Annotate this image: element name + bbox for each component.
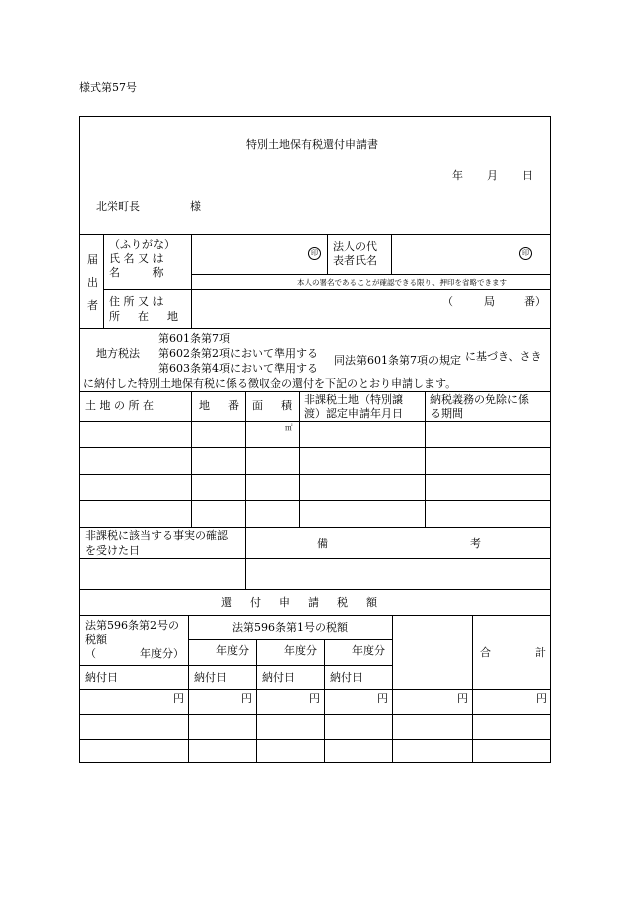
rep-label-1: 法人の代	[333, 240, 377, 253]
applicant-label-3: 者	[87, 299, 98, 312]
rep-seal-icon: 印	[519, 247, 532, 260]
payment-date-3: 納付日	[330, 671, 363, 684]
yen-6: 円	[536, 692, 547, 705]
col-nontax-2: 渡）認定申請年月日	[304, 407, 403, 420]
payment-date-2: 納付日	[262, 671, 295, 684]
area-unit: ㎡	[285, 423, 293, 432]
payment-date-1: 納付日	[194, 671, 227, 684]
year-col-2: 年度分	[284, 644, 317, 657]
col-exempt: 納税義務の免除に係	[430, 393, 529, 406]
seal-note: 本人の署名であることが確認できる限り、押印を省略できます	[297, 278, 507, 287]
applicant-label-2: 出	[87, 276, 98, 289]
col-area: 面 積	[252, 399, 292, 412]
date-day: 日	[522, 169, 533, 182]
art2-label: 法第596条第2号の	[85, 619, 179, 632]
address-label-2: 所 在 地	[109, 310, 178, 323]
statement-line-2: に納付した特別土地保有税に係る徴収金の還付を下記のとおり申請します。	[83, 377, 457, 390]
yen-3: 円	[309, 692, 320, 705]
seal-icon: 印	[308, 247, 321, 260]
furigana-label: （ふりがな）	[109, 238, 175, 251]
confirm-label: 非課税に該当する事実の確認	[85, 529, 228, 542]
col-lot: 地 番	[199, 399, 239, 412]
refund-title: 還 付 申 請 税 額	[221, 596, 377, 609]
address-label: 住 所 又 は	[109, 295, 164, 308]
phone-station: 局	[484, 295, 495, 308]
phone-number: 番）	[524, 295, 546, 308]
yen-5: 円	[457, 692, 468, 705]
applicant-label-1: 届	[87, 253, 98, 266]
col-nontax: 非課税土地（特別譲	[304, 393, 403, 406]
total-label-2: 計	[535, 646, 546, 659]
remarks-label: 備	[317, 537, 328, 550]
date-year: 年	[452, 169, 463, 182]
yen-2: 円	[241, 692, 252, 705]
same-law: 同法第601条第7項の規定	[334, 354, 461, 367]
yen-4: 円	[377, 692, 388, 705]
art1-label: 法第596条第1号の税額	[232, 621, 348, 634]
form-number: 様式第57号	[79, 81, 137, 94]
article-2: 第602条第2項において準用する	[158, 347, 318, 360]
art2-label-2: 税額	[85, 633, 107, 646]
year-col-3: 年度分	[352, 644, 385, 657]
col-location: 土 地 の 所 在	[85, 399, 154, 412]
remarks-label-2: 考	[470, 537, 481, 550]
confirm-label-2: を受けた日	[85, 544, 140, 557]
col-exempt-2: る期間	[430, 407, 463, 420]
addressee-honorific: 様	[190, 200, 201, 213]
rep-label-2: 表者氏名	[333, 254, 377, 267]
article-1: 第601条第7項	[158, 332, 230, 345]
art2-fiscal-year: （ 年度分）	[85, 647, 184, 660]
addressee-name: 北栄町長	[96, 200, 140, 213]
date-month: 月	[487, 169, 498, 182]
name-label-2: 名 称	[109, 266, 164, 279]
article-3: 第603条第4項において準用する	[158, 362, 318, 375]
form-title: 特別土地保有税還付申請書	[246, 138, 378, 151]
payment-date-label: 納付日	[85, 671, 118, 684]
based-text: に基づき、さき	[465, 350, 542, 363]
yen-1: 円	[173, 692, 184, 705]
law-name: 地方税法	[96, 347, 140, 360]
total-label: 合	[480, 646, 491, 659]
name-label: 氏 名 又 は	[109, 252, 164, 265]
year-col-1: 年度分	[216, 644, 249, 657]
phone-open: （	[442, 295, 453, 308]
